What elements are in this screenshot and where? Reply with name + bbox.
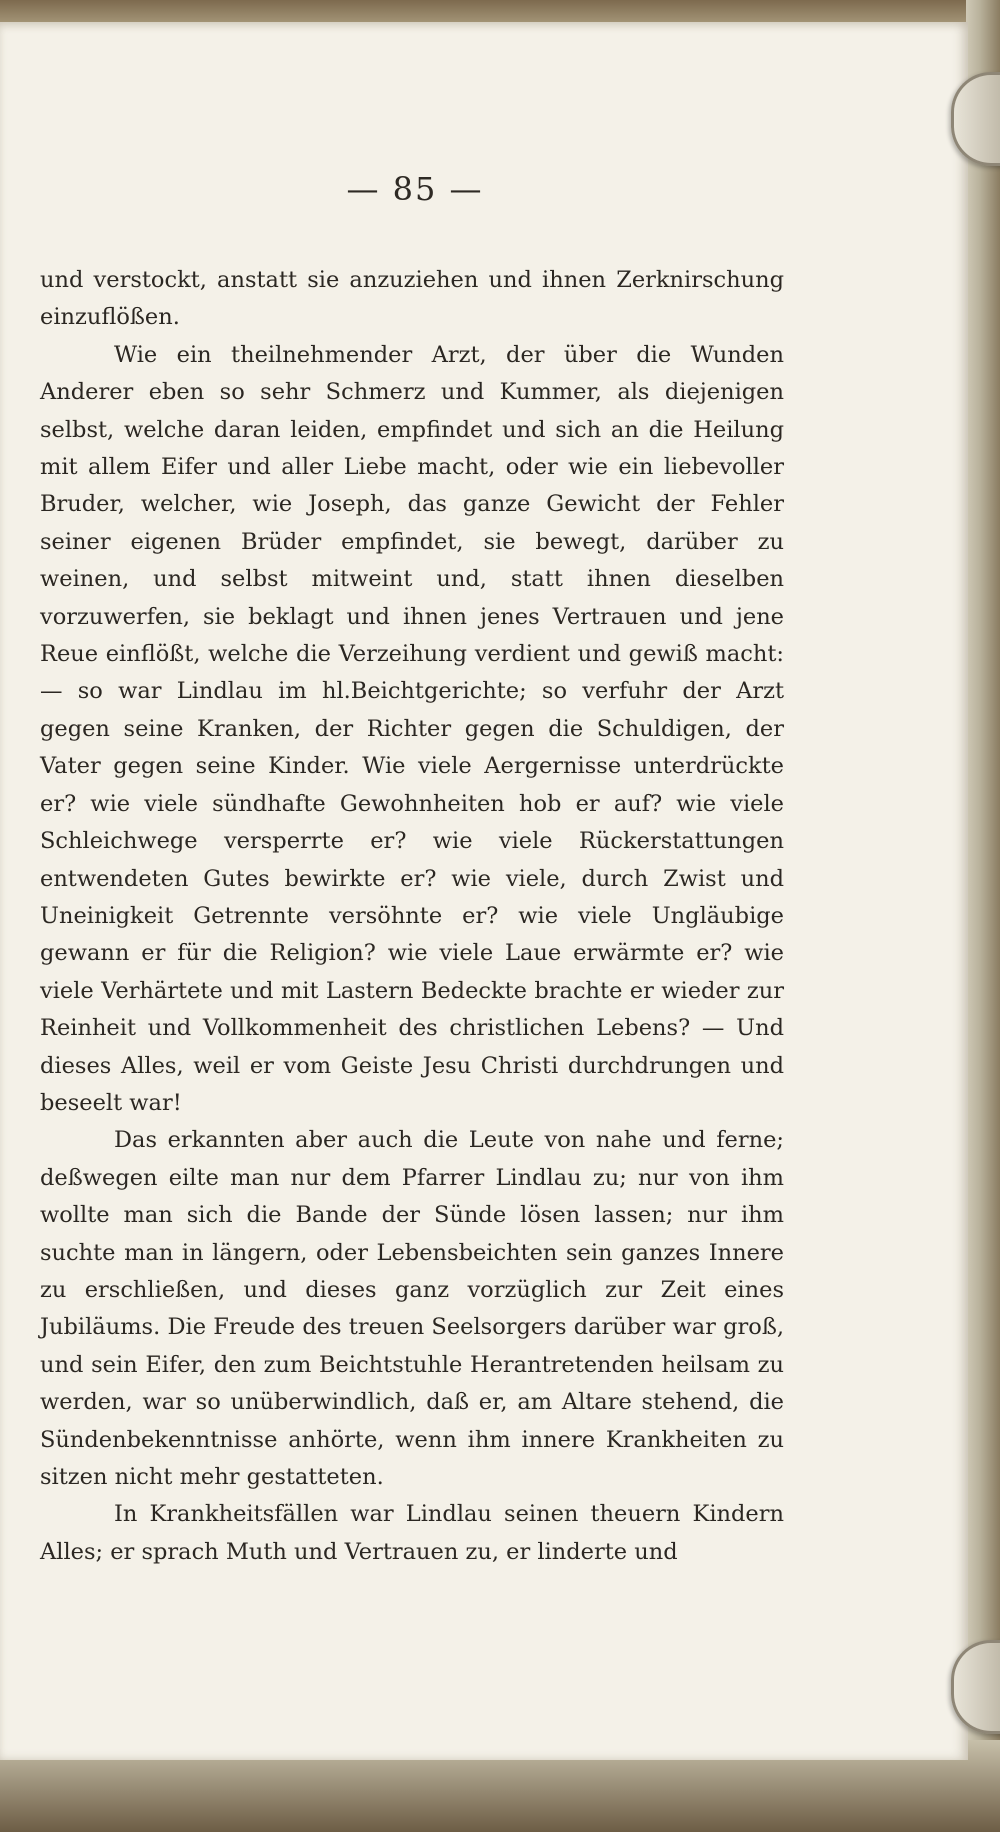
- page-edge: [966, 0, 1000, 1832]
- paragraph-continuation: und verstockt, anstatt sie anzuziehen und ihnen Zerknirschung einzuflößen.: [40, 267, 784, 331]
- body-text: [40, 262, 784, 1571]
- paragraph-doctor-comparison: Wie ein theilnehmender Arzt, der über die Wunden Anderer eben so sehr Schmerz und Kummer, als diejenigen selbst, welche daran leiden, empfindet und sich an die Heilung mit allem Eifer und aller Liebe macht, oder wie ein liebevoller Bruder, welcher, wie Joseph, das ganze Gewicht der Fehler seiner eigenen Brüder empfindet, sie bewegt, darüber zu weinen, und selbst mitweint und, statt ihnen dieselben vorzuwerfen, sie beklagt und ihnen jenes Vertrauen und jene Reue einflößt, welche die Verzeihung verdient und gewiß macht: — so war Lindlau im hl.Beichtgerichte; so verfuhr der Arzt gegen seine Kranken, der Richter gegen die Schuldigen, der Vater gegen seine Kinder. Wie viele Aergernisse unterdrückte er? wie viele sündhafte Gewohnheiten hob er auf? wie viele Schleichwege versperrte er? wie viele Rückerstattungen entwendeten Gutes bewirkte er? wie viele, durch Zwist und Uneinigkeit Getrennte versöhnte er? wie viele Ungläubige gewann er für die Religion? wie viele Laue erwärmte er? wie viele Verhärtete und mit Lastern Bedeckte brachte er wieder zur Reinheit und Vollkommenheit des christlichen Lebens? — Und dieses Alles, weil er vom Geiste Jesu Christi durchdrungen und beseelt war!: [40, 341, 784, 1116]
- book-page: [0, 22, 968, 1760]
- paragraph-illness: In Krankheitsfällen war Lindlau seinen theuern Kindern Alles; er sprach Muth und Vertrauen zu, er linderte und: [40, 1501, 784, 1565]
- page-number: — 85 —: [346, 170, 484, 208]
- paragraph-confession: Das erkannten aber auch die Leute von nahe und ferne; deßwegen eilte man nur dem Pfarrer Lindlau zu; nur von ihm wollte man sich die Bande der Sünde lösen lassen; nur ihm suchte man in längern, oder Lebensbeichten sein ganzes Innere zu erschließen, und dieses ganz vorzüglich zur Zeit eines Jubiläums. Die Freude des treuen Seelsorgers darüber war groß, und sein Eifer, den zum Beichtstuhle Herantretenden heilsam zu werden, war so unüberwindlich, daß er, am Altare stehend, die Sündenbekenntnisse anhörte, wenn ihm innere Krankheiten zu sitzen nicht mehr gestatteten.: [40, 1127, 784, 1490]
